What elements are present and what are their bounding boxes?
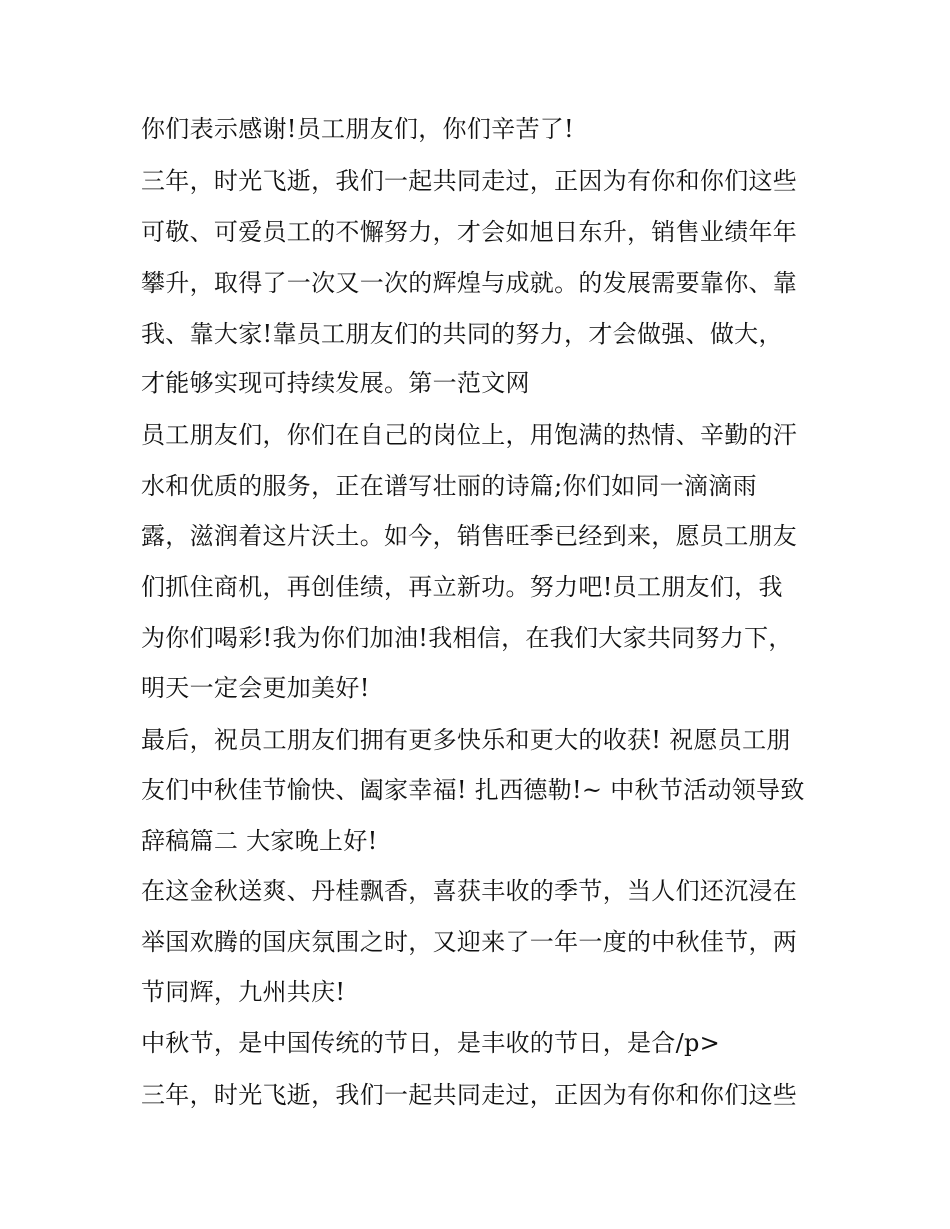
text-line: 攀升，取得了一次又一次的辉煌与成就。的发展需要靠你、靠 xyxy=(141,269,798,297)
text-line: 们抓住商机，再创佳绩，再立新功。努力吧!员工朋友们，我 xyxy=(141,573,783,601)
text-line: 节同辉，九州共庆! xyxy=(141,978,346,1006)
text-line: 三年，时光飞逝，我们一起共同走过，正因为有你和你们这些 xyxy=(141,167,798,195)
text-line: 举国欢腾的国庆氛围之时，又迎来了一年一度的中秋佳节，两 xyxy=(141,928,798,956)
text-line: 辞稿篇二 大家晚上好! xyxy=(141,827,378,855)
text-line: 水和优质的服务，正在谱写壮丽的诗篇;你们如同一滴滴雨 xyxy=(141,472,757,500)
text-line: 可敬、可爱员工的不懈努力，才会如旭日东升，销售业绩年年 xyxy=(141,218,798,246)
text-line: 最后，祝员工朋友们拥有更多快乐和更大的收获! 祝愿员工朋 xyxy=(141,726,791,754)
text-line: 友们中秋佳节愉快、阖家幸福! 扎西德勒!~ 中秋节活动领导致 xyxy=(141,776,805,804)
text-line: 三年，时光飞逝，我们一起共同走过，正因为有你和你们这些 xyxy=(141,1081,798,1109)
text-line: 露，滋润着这片沃土。如今，销售旺季已经到来，愿员工朋友 xyxy=(141,522,798,550)
text-line: 为你们喝彩!我为你们加油!我相信，在我们大家共同努力下， xyxy=(141,624,793,652)
text-line: 我、靠大家!靠员工朋友们的共同的努力，才会做强、做大， xyxy=(141,320,783,348)
text-line: 中秋节，是中国传统的节日，是丰收的节日，是合/p> xyxy=(141,1029,721,1057)
text-line: 员工朋友们，你们在自己的岗位上，用饱满的热情、辛勤的汗 xyxy=(141,421,798,449)
text-line: 你们表示感谢!员工朋友们，你们辛苦了! xyxy=(141,115,574,143)
text-line: 才能够实现可持续发展。第一范文网 xyxy=(141,369,530,397)
text-line: 明天一定会更加美好! xyxy=(141,674,370,702)
text-line: 在这金秋送爽、丹桂飘香，喜获丰收的季节，当人们还沉浸在 xyxy=(141,877,798,905)
